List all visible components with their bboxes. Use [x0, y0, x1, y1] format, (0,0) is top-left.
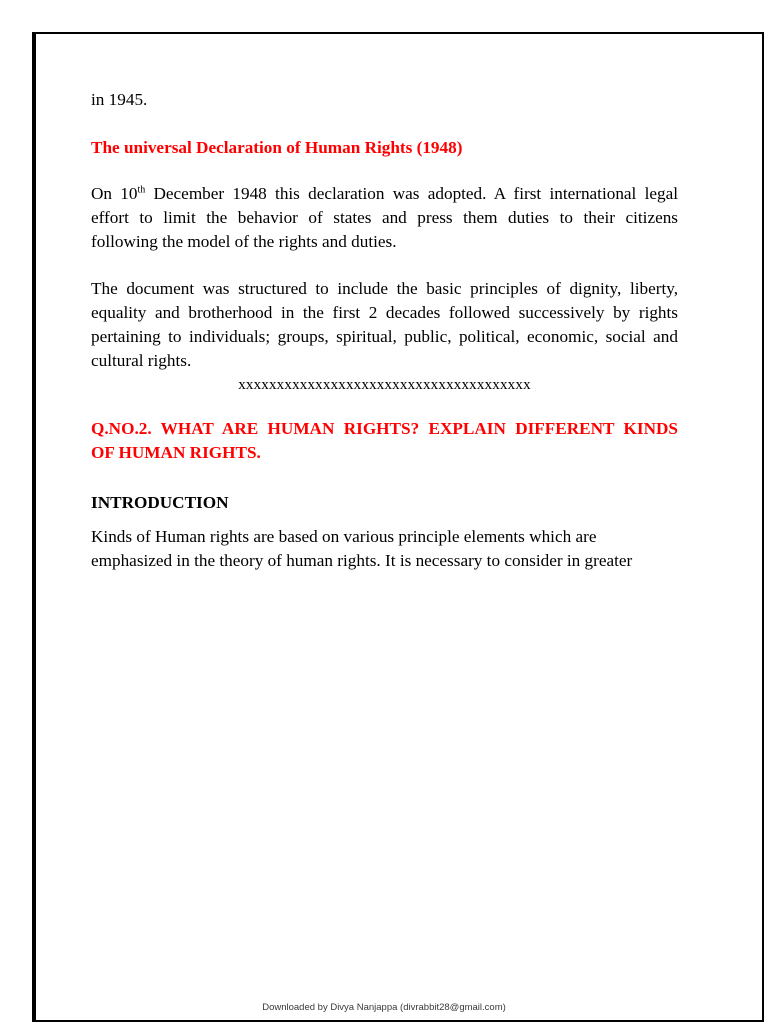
question-line: Q.NO.2. WHAT ARE HUMAN RIGHTS? EXPLAIN DIFFERENT KINDS: [91, 419, 678, 438]
paragraph-line: The document was structured to include the basic principles of dignity, liberty,: [91, 279, 678, 298]
paragraph-line: emphasized in the theory of human rights. It is necessary to consider in greater: [91, 551, 633, 570]
paragraph-line: Kinds of Human rights are based on various principle elements which are: [91, 527, 597, 546]
separator-line: xxxxxxxxxxxxxxxxxxxxxxxxxxxxxxxxxxxxxx: [238, 377, 531, 393]
text-span: On 10: [91, 184, 138, 203]
paragraph-document-structure: [91, 277, 678, 373]
paragraph-udhr-adoption: [91, 182, 678, 254]
superscript: th: [137, 184, 146, 196]
introduction-heading: INTRODUCTION: [91, 493, 229, 512]
paragraph-line: pertaining to individuals; groups, spiritual, public, political, economic, social and: [91, 327, 678, 346]
paragraph-line: cultural rights.: [91, 351, 192, 370]
paragraph-line: equality and brotherhood in the first 2 decades followed successively by rights: [91, 303, 678, 322]
question-heading: [91, 417, 678, 465]
text-line-1945: in 1945.: [91, 90, 148, 109]
question-line: OF HUMAN RIGHTS.: [91, 443, 261, 462]
download-footer: Downloaded by Divya Nanjappa (divrabbit28@gmail.com): [262, 1002, 506, 1013]
text-span: December 1948 this declaration was adopted. A first international legal: [145, 184, 678, 203]
paragraph-line: [91, 182, 678, 206]
document-body: [91, 88, 678, 573]
paragraph-line: following the model of the rights and duties.: [91, 232, 397, 251]
udhr-heading: The universal Declaration of Human Rights (1948): [91, 138, 463, 157]
paragraph-introduction: [91, 525, 678, 573]
paragraph-line: effort to limit the behavior of states and press them duties to their citizens: [91, 208, 678, 227]
